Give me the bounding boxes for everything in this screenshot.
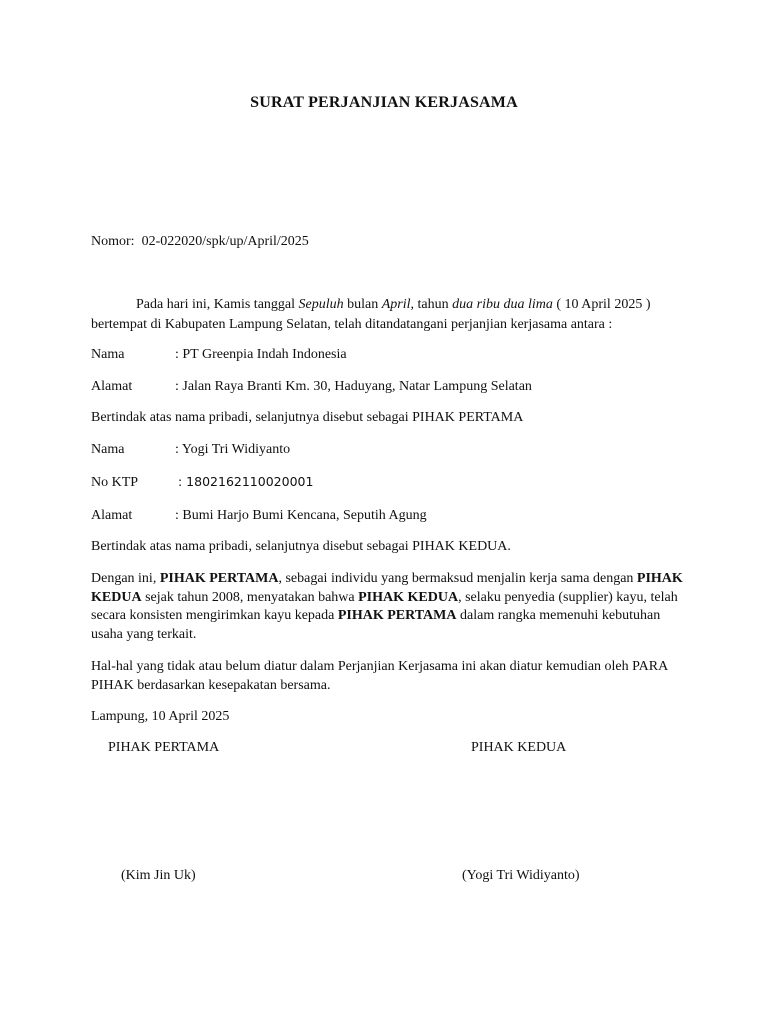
party-name: PIHAK KEDUA [91, 571, 683, 605]
pihak-pertama-statement: Bertindak atas nama pribadi, selanjutnya disebut sebagai PIHAK PERTAMA [91, 410, 524, 425]
nomor-value: 02-022020/spk/up/April/2025 [141, 234, 309, 249]
party-name: PIHAK KEDUA [358, 589, 459, 605]
paragraph-text: , sebagai individu yang bermaksud menjalin kerja sama dengan [278, 571, 637, 586]
intro-text: , tahun [410, 297, 453, 312]
signature-right-title: PIHAK KEDUA [471, 740, 567, 755]
pihak-kedua-statement: Bertindak atas nama pribadi, selanjutnya disebut sebagai PIHAK KEDUA. [91, 539, 511, 554]
pihak-kedua-ktp-row [91, 472, 313, 493]
field-label: Nama [91, 347, 125, 362]
intro-date-words: Sepuluh [298, 297, 344, 312]
field-value: : PT Greenpia Indah Indonesia [175, 347, 347, 362]
field-value: : 1802162110020001 [178, 474, 314, 489]
party-name: PIHAK PERTAMA [337, 608, 457, 623]
nomor-label: Nomor: [91, 234, 135, 249]
document-title: SURAT PERJANJIAN KERJASAMA [250, 94, 518, 111]
field-value: : Bumi Harjo Bumi Kencana, Seputih Agung [175, 508, 427, 523]
pihak-pertama-alamat-row [91, 377, 532, 397]
intro-year-words: dua ribu dua lima [452, 297, 553, 312]
nomor-line [91, 232, 309, 252]
party-name: PIHAK PERTAMA [159, 571, 279, 586]
paragraph-text: dalam rangka memenuhi kebutuhan usaha yang terkait. [91, 608, 661, 642]
signature-left-title: PIHAK PERTAMA [108, 740, 220, 755]
field-label: Alamat [91, 379, 133, 394]
intro-line-1 [136, 295, 650, 315]
field-value: : Jalan Raya Branti Km. 30, Haduyang, Natar Lampung Selatan [175, 379, 532, 394]
intro-text: bulan [343, 297, 382, 312]
pihak-kedua-nama-row [91, 440, 290, 460]
intro-month: April [381, 297, 411, 312]
pihak-pertama-nama-row [91, 345, 347, 365]
paragraph-text: sejak tahun 2008, menyatakan bahwa [141, 589, 359, 605]
field-label: No KTP [91, 475, 139, 490]
intro-line-2: bertempat di Kabupaten Lampung Selatan, telah ditandatangani perjanjian kerjasama antara : [91, 317, 613, 332]
agreement-paragraph-2: Hal-hal yang tidak atau belum diatur dalam Perjanjian Kerjasama ini akan diatur kemudian oleh PARA PIHAK berdasarkan kesepakatan bersama. [91, 659, 668, 693]
agreement-paragraph-1 [91, 570, 687, 644]
paragraph-text: Dengan ini, [91, 571, 160, 586]
intro-date-numeric: ( 10 April 2025 ) [552, 297, 651, 312]
field-label: Nama [91, 442, 125, 457]
place-date: Lampung, 10 April 2025 [91, 709, 230, 724]
intro-text: Pada hari ini, Kamis tanggal [136, 297, 299, 312]
pihak-kedua-alamat-row [91, 506, 427, 526]
field-value: : Yogi Tri Widiyanto [175, 442, 291, 457]
signature-left-name: (Kim Jin Uk) [121, 868, 196, 883]
signature-right-name: (Yogi Tri Widiyanto) [462, 868, 580, 883]
paragraph-text: , selaku penyedia (supplier) kayu, telah secara konsisten mengirimkan kayu kepada [91, 589, 678, 623]
field-label: Alamat [91, 508, 133, 523]
